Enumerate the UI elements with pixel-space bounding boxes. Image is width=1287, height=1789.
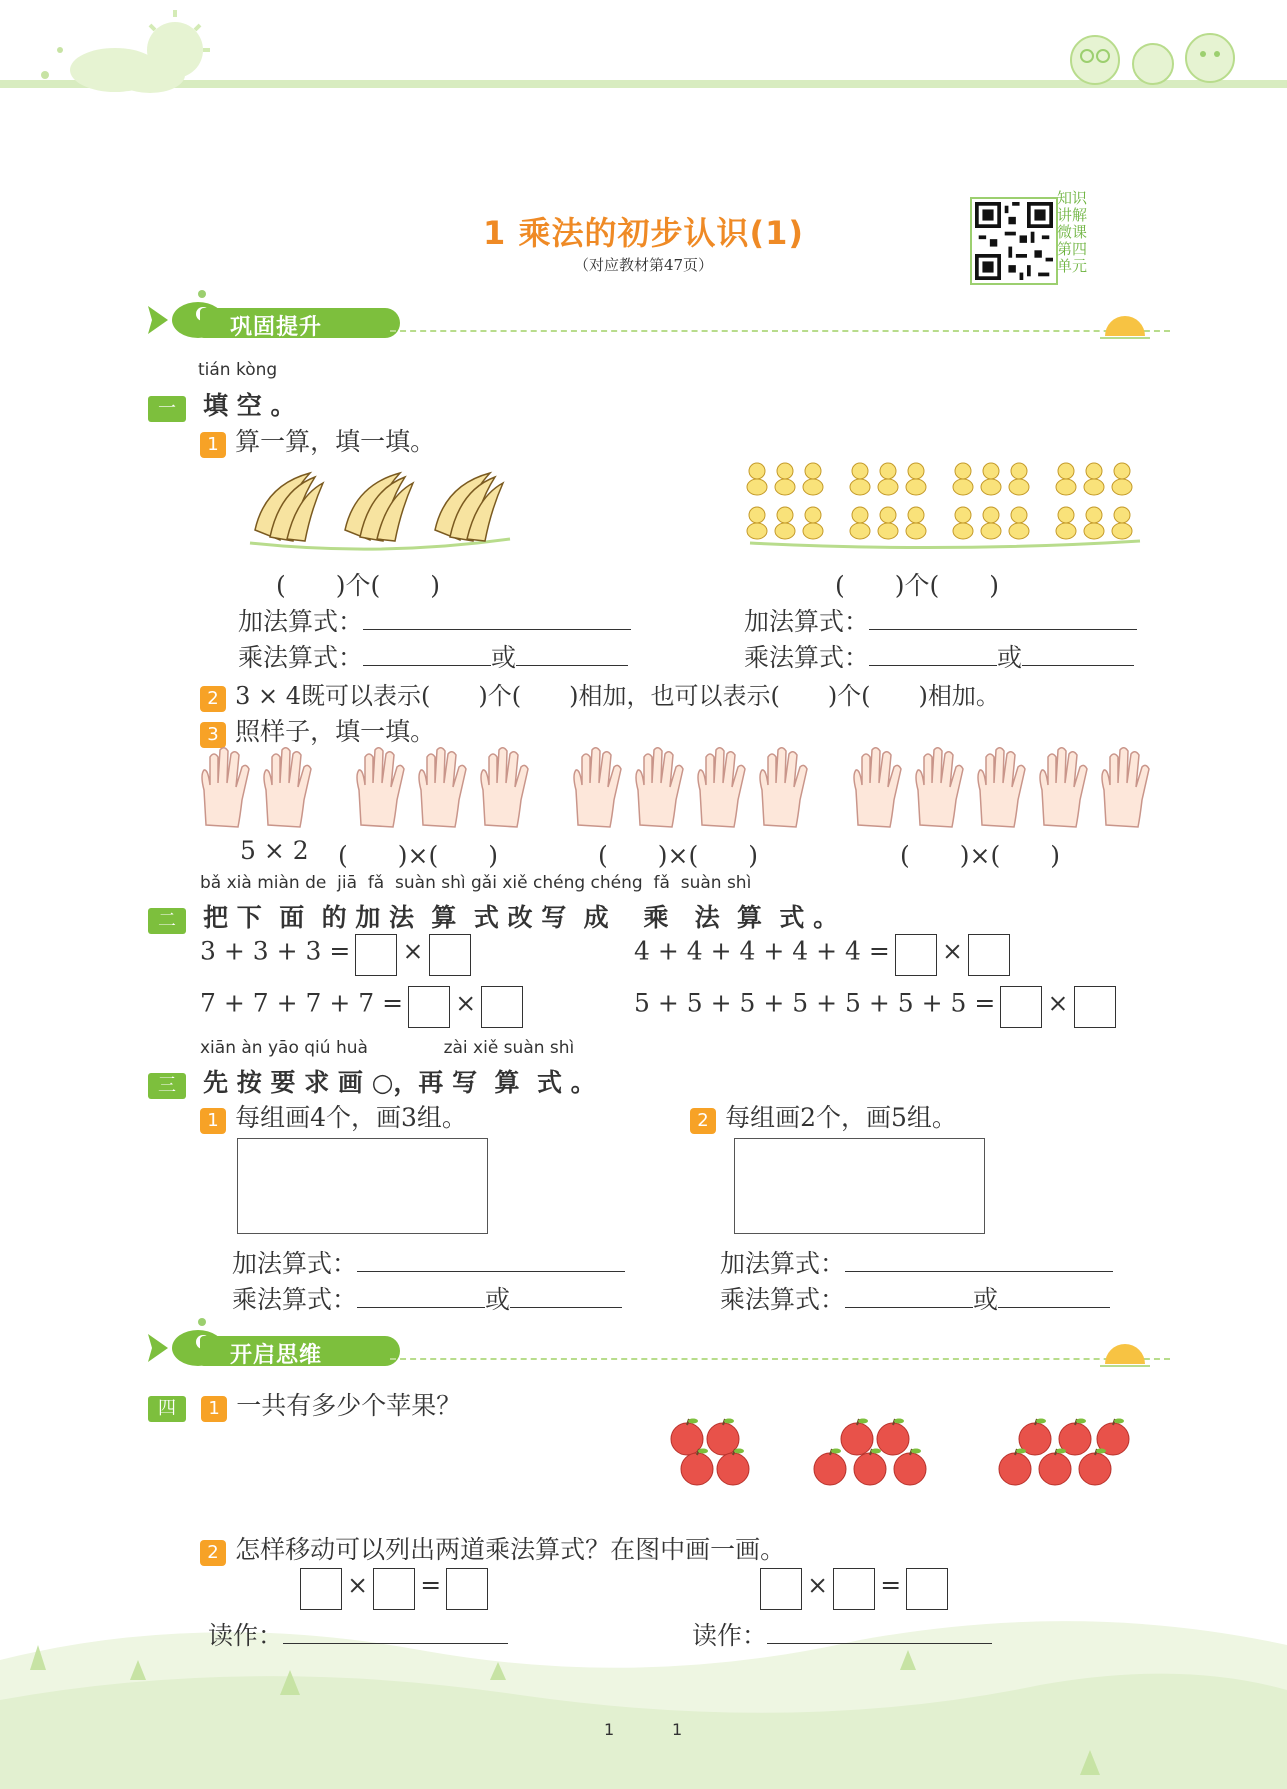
mul-answer-line-2[interactable]	[516, 641, 628, 666]
q3-number: 三	[148, 1073, 186, 1099]
q1-sub1-badge: 1	[200, 432, 226, 458]
q2-eq2: 4 + 4 + 4 + 4 + 4 =	[634, 936, 890, 966]
q4-sub1-badge: 1	[201, 1396, 227, 1422]
add-answer-line[interactable]	[869, 605, 1137, 630]
q4-read-right	[692, 1616, 992, 1652]
q1-sub2-badge: 2	[200, 686, 226, 712]
times-sign: ×	[402, 936, 424, 966]
add-answer-line[interactable]	[845, 1247, 1113, 1272]
hand-label-2[interactable]: ( )×( )	[338, 841, 498, 870]
q1-sub3-text: 照样子，填一填。	[235, 717, 436, 746]
hand-label-4[interactable]: ( )×( )	[900, 841, 1060, 870]
answer-box[interactable]	[1000, 986, 1042, 1028]
q1-sub1-text: 算一算，填一填。	[235, 427, 436, 456]
cloud-sun-decoration	[20, 5, 210, 95]
answer-box[interactable]	[429, 934, 471, 976]
or-label: 或	[491, 643, 517, 672]
hand-label-example: 5 × 2	[240, 836, 309, 865]
times-sign: ×	[941, 936, 963, 966]
q1-sub2	[200, 676, 1000, 712]
section-banner-label: 开启思维	[230, 1343, 323, 1368]
mul-label: 乘法算式：	[744, 643, 870, 672]
q3-sub1-text: 每组画4个，画3组。	[235, 1103, 467, 1132]
answer-box[interactable]	[355, 934, 397, 976]
or-label: 或	[485, 1285, 511, 1314]
add-answer-line[interactable]	[363, 605, 631, 630]
q2-eq2-row	[634, 934, 1010, 976]
q2-pinyin: bǎ xià miàn de jiā fǎ suàn shì gǎi xiě chéng chéng fǎ suàn shì	[200, 873, 752, 893]
drawing-box-2[interactable]	[734, 1138, 985, 1234]
drawing-box-1[interactable]	[237, 1138, 488, 1234]
q1-number: 一	[148, 396, 186, 422]
q3-heading-row	[148, 1063, 596, 1099]
add-label: 加法算式：	[720, 1249, 846, 1278]
sunrise-icon	[1100, 1342, 1150, 1370]
times-sign: ×	[347, 1570, 369, 1600]
q3-sub2	[690, 1098, 957, 1134]
q4-sub2-row	[200, 1530, 785, 1566]
q4-sub2-badge: 2	[200, 1540, 226, 1566]
mul-label: 乘法算式：	[720, 1285, 846, 1314]
q4-sub1-row	[148, 1386, 461, 1422]
mul-answer-line[interactable]	[357, 1283, 485, 1308]
sunrise-icon	[1100, 314, 1150, 342]
q2-heading-row	[148, 898, 838, 934]
chicks-image	[745, 455, 1145, 555]
read-answer-line[interactable]	[767, 1619, 992, 1644]
add-label: 加法算式：	[744, 607, 870, 636]
page-subtitle: （对应教材第47页）	[573, 256, 714, 274]
times-sign: ×	[807, 1570, 829, 1600]
q1-right-mul-row	[744, 638, 1134, 674]
q4-number: 四	[148, 1396, 186, 1422]
mul-label: 乘法算式：	[232, 1285, 358, 1314]
answer-box[interactable]	[481, 986, 523, 1028]
mul-answer-line-2[interactable]	[998, 1283, 1110, 1308]
q4-sub1-text: 一共有多少个苹果？	[236, 1391, 462, 1420]
chapter-side-label: 知识讲解微课 第四单元	[1057, 189, 1088, 275]
q1-sub3	[200, 712, 435, 748]
q1-left-add-row	[238, 602, 631, 638]
or-label: 或	[973, 1285, 999, 1314]
times-sign: ×	[1047, 988, 1069, 1018]
page-title: 1 乘法的初步认识(1)	[483, 214, 804, 252]
q1-sub2-text: 3 × 4既可以表示( )个( )相加，也可以表示( )个( )相加。	[235, 682, 1000, 710]
animals-decoration	[1055, 20, 1255, 90]
q1-left-mul-row	[238, 638, 628, 674]
q1-sub1	[200, 422, 435, 458]
q2-eq1-row	[200, 934, 471, 976]
q2-eq3: 7 + 7 + 7 + 7 =	[200, 988, 404, 1018]
q1-heading: 填 空 。	[203, 391, 296, 420]
add-answer-line[interactable]	[357, 1247, 625, 1272]
section-banner-label: 巩固提升	[230, 315, 323, 340]
q2-eq4-row	[634, 986, 1116, 1028]
equals-sign: =	[420, 1570, 442, 1600]
q3-sub2-badge: 2	[690, 1108, 716, 1134]
mul-answer-line-2[interactable]	[1022, 641, 1134, 666]
answer-box[interactable]	[895, 934, 937, 976]
q1-heading-row	[148, 386, 296, 422]
q1-sub3-badge: 3	[200, 722, 226, 748]
read-label: 读作：	[692, 1621, 768, 1650]
answer-box[interactable]	[968, 934, 1010, 976]
equals-sign: =	[880, 1570, 902, 1600]
q3-sub2-text: 每组画2个，画5组。	[725, 1103, 957, 1132]
read-answer-line[interactable]	[283, 1619, 508, 1644]
q1-fill-left[interactable]: ( )个( )	[276, 571, 441, 600]
mul-answer-line[interactable]	[845, 1283, 973, 1308]
q4-read-left	[208, 1616, 508, 1652]
bananas-image	[245, 465, 515, 555]
hand-label-3[interactable]: ( )×( )	[598, 841, 758, 870]
q4-sub2-text: 怎样移动可以列出两道乘法算式？在图中画一画。	[235, 1535, 786, 1564]
times-sign: ×	[455, 988, 477, 1018]
q1-pinyin: tián kòng	[198, 360, 278, 380]
q2-eq1: 3 + 3 + 3 =	[200, 936, 351, 966]
q3-left-add-row	[232, 1244, 625, 1280]
or-label: 或	[997, 643, 1023, 672]
mul-answer-line[interactable]	[363, 641, 491, 666]
q3-heading: 先 按 要 求 画 ○，再 写 算 式 。	[203, 1068, 596, 1097]
mul-label: 乘法算式：	[238, 643, 364, 672]
answer-box[interactable]	[408, 986, 450, 1028]
add-label: 加法算式：	[238, 607, 364, 636]
q2-eq4: 5 + 5 + 5 + 5 + 5 + 5 + 5 =	[634, 988, 996, 1018]
q3-right-add-row	[720, 1244, 1113, 1280]
q3-right-mul-row	[720, 1280, 1110, 1316]
read-label: 读作：	[208, 1621, 284, 1650]
page-number-right: 1	[672, 1720, 683, 1739]
q1-right-add-row	[744, 602, 1137, 638]
q3-pinyin: xiān àn yāo qiú huà zài xiě suàn shì	[200, 1038, 575, 1058]
q1-fill-right[interactable]: ( )个( )	[835, 571, 1000, 600]
mul-answer-line-2[interactable]	[510, 1283, 622, 1308]
q2-eq3-row	[200, 986, 523, 1028]
hills-background	[0, 1600, 1287, 1789]
section-banner-consolidate	[80, 302, 1180, 342]
answer-box[interactable]	[1074, 986, 1116, 1028]
add-label: 加法算式：	[232, 1249, 358, 1278]
mul-answer-line[interactable]	[869, 641, 997, 666]
qr-code-icon[interactable]	[970, 197, 1058, 285]
page-number-left: 1	[604, 1720, 615, 1739]
q3-sub1	[200, 1098, 467, 1134]
q2-number: 二	[148, 908, 186, 934]
q3-sub1-badge: 1	[200, 1108, 226, 1134]
hands-image	[198, 745, 1158, 830]
section-banner-thinking	[80, 1330, 1180, 1370]
apples-image	[665, 1415, 1140, 1490]
q2-heading: 把 下 面 的 加 法 算 式 改 写 成 乘 法 算 式 。	[203, 903, 839, 932]
q3-left-mul-row	[232, 1280, 622, 1316]
